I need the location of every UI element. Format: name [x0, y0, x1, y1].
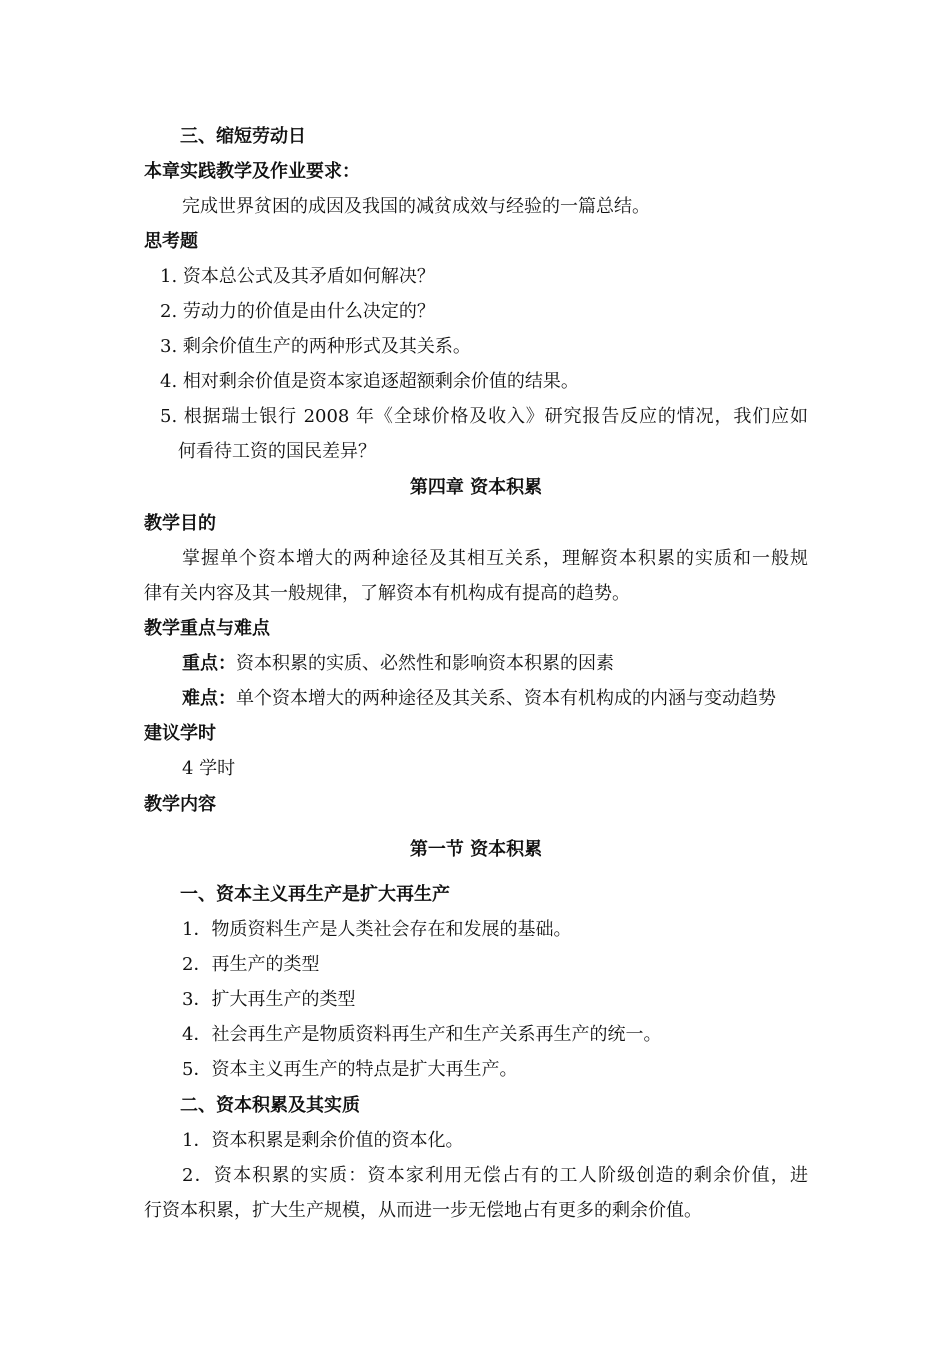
content-heading: 教学内容: [144, 794, 216, 815]
question-item-continuation: 何看待工资的国民差异？: [178, 441, 376, 462]
question-item: 3. 剩余价值生产的两种形式及其关系。: [160, 336, 471, 357]
goal-heading: 教学目的: [144, 513, 216, 534]
question-item: 5. 根据瑞士银行 2008 年《全球价格及收入》研究报告反应的情况，我们应如: [160, 406, 808, 427]
part1-item: 2．再生产的类型: [182, 954, 320, 975]
part1-item: 3．扩大再生产的类型: [182, 989, 356, 1010]
difficulty-row: [182, 687, 776, 711]
difficulty-text: 单个资本增大的两种途径及其关系、资本有机构成的内涵与变动趋势: [236, 688, 776, 709]
part2-title: 二、资本积累及其实质: [180, 1095, 360, 1116]
part2-item: 1．资本积累是剩余价值的资本化。: [182, 1130, 464, 1151]
part1-item: 4．社会再生产是物质资料再生产和生产关系再生产的统一。: [182, 1024, 662, 1045]
goal-text-line2: 律有关内容及其一般规律，了解资本有机构成有提高的趋势。: [144, 583, 630, 604]
part2-item-line1: 2．资本积累的实质：资本家利用无偿占有的工人阶级创造的剩余价值，进: [182, 1165, 808, 1186]
question-item: 4. 相对剩余价值是资本家追逐超额剩余价值的结果。: [160, 371, 579, 392]
part1-item: 5．资本主义再生产的特点是扩大再生产。: [182, 1059, 518, 1080]
keypoint-text: 资本积累的实质、必然性和影响资本积累的因素: [236, 653, 614, 674]
question-item: 2. 劳动力的价值是由什么决定的？: [160, 301, 435, 322]
part1-title: 一、资本主义再生产是扩大再生产: [180, 884, 450, 905]
section-title: 第一节 资本积累: [409, 839, 543, 860]
hours-heading: 建议学时: [144, 723, 216, 744]
questions-heading: 思考题: [144, 231, 198, 252]
practice-heading: 本章实践教学及作业要求：: [144, 161, 360, 182]
goal-text-line1: 掌握单个资本增大的两种途径及其相互关系，理解资本积累的实质和一般规: [182, 548, 808, 569]
keypoint-row: [182, 652, 614, 676]
part1-item: 1．物质资料生产是人类社会存在和发展的基础。: [182, 919, 572, 940]
chapter-title: 第四章 资本积累: [409, 477, 543, 498]
practice-text: 完成世界贫困的成因及我国的减贫成效与经验的一篇总结。: [182, 196, 650, 217]
keypoint-label: 重点：: [182, 653, 236, 674]
keypoints-heading: 教学重点与难点: [144, 618, 270, 639]
question-item: 1. 资本总公式及其矛盾如何解决？: [160, 266, 435, 287]
section-heading-shorten-workday: 三、缩短劳动日: [180, 126, 306, 147]
difficulty-label: 难点：: [182, 688, 236, 709]
hours-value: 4 学时: [182, 758, 236, 779]
part2-item-line2: 行资本积累，扩大生产规模，从而进一步无偿地占有更多的剩余价值。: [144, 1200, 702, 1221]
